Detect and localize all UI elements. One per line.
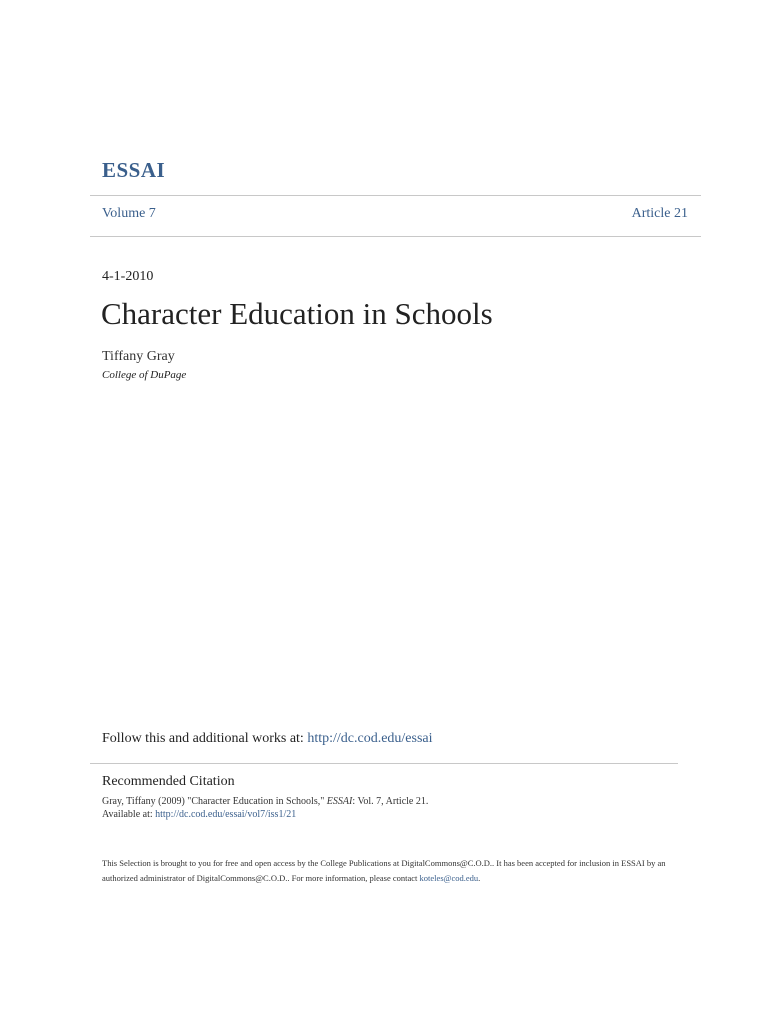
notice-end: . (478, 873, 481, 883)
citation-journal: ESSAI (326, 796, 353, 807)
access-notice (102, 856, 682, 886)
header-divider-bottom (90, 236, 701, 237)
follow-line (102, 731, 433, 747)
journal-title[interactable]: ESSAI (102, 158, 166, 182)
citation-heading: Recommended Citation (102, 774, 235, 789)
author-name[interactable]: Tiffany Gray (102, 349, 175, 364)
citation-text-after: : Vol. 7, Article 21. (352, 796, 429, 807)
article-title: Character Education in Schools (101, 296, 493, 331)
available-link[interactable]: http://dc.cod.edu/essai/vol7/iss1/21 (155, 809, 297, 820)
publication-date: 4-1-2010 (102, 269, 154, 284)
citation-availability (102, 809, 296, 820)
available-label: Available at: (102, 809, 153, 820)
follow-label: Follow this and additional works at: (102, 731, 304, 746)
volume-link[interactable]: Volume 7 (102, 206, 156, 221)
author-affiliation: College of DuPage (102, 369, 187, 381)
citation-divider (90, 763, 678, 764)
citation-text (102, 796, 428, 807)
header-divider-top (90, 195, 701, 196)
contact-email-link[interactable]: koteles@cod.edu (419, 873, 479, 883)
follow-link[interactable]: http://dc.cod.edu/essai (307, 731, 433, 746)
notice-text: This Selection is brought to you for free and open access by the College Publications at DigitalCommons@C.O.D.. It has been accepted for inclusion in ESSAI by an authorized administrator of DigitalCommons@C.O.D.. For more information, please contact (102, 858, 666, 883)
citation-text-before: Gray, Tiffany (2009) "Character Education in Schools," (102, 796, 325, 807)
article-link[interactable]: Article 21 (631, 206, 688, 221)
